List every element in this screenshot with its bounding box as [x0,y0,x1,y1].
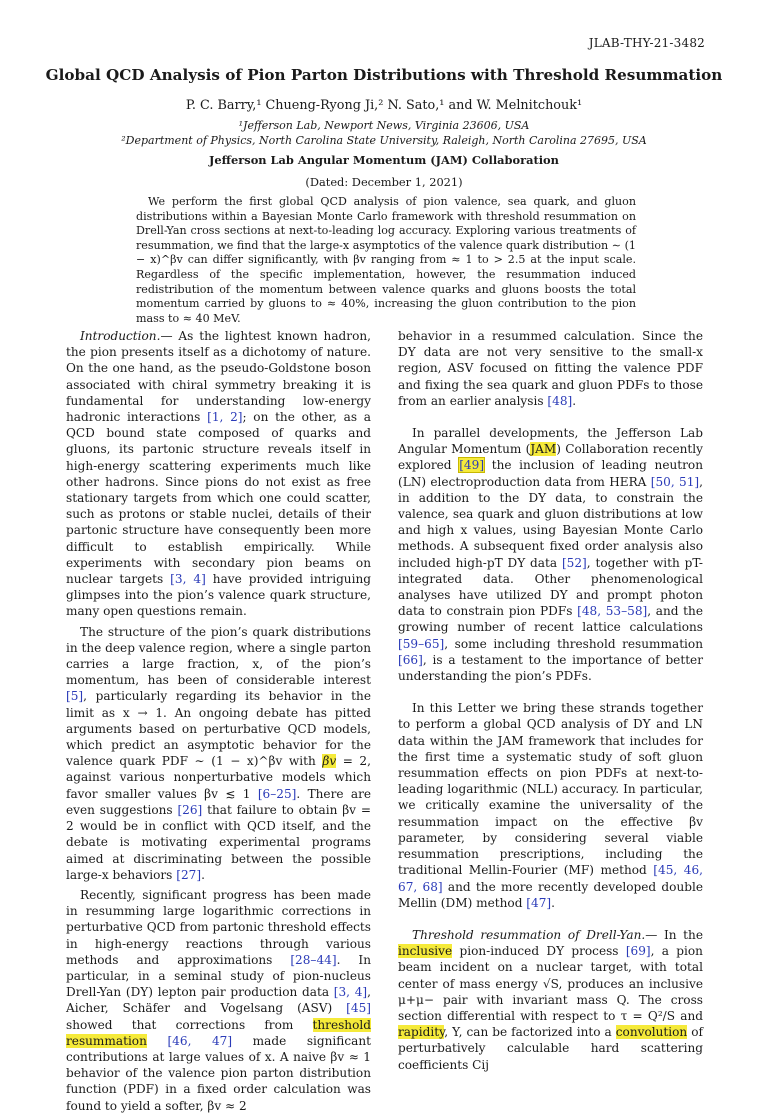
text-span: pion-induced DY process [452,944,626,959]
text-span: the inclusion of leading neutron (LN) electroproduction data from HERA [398,458,703,489]
citation-link[interactable]: [49] [459,458,485,473]
text-span: , Aicher, Schäfer and Vogelsang (ASV) [66,985,372,1016]
citation-link[interactable]: [47] [526,895,552,910]
left-column [66,328,371,1114]
collaboration: Jefferson Lab Angular Momentum (JAM) Collaboration [209,153,559,167]
highlight-annotation[interactable]: βv [322,754,337,769]
text-span: . [201,867,205,882]
affiliation-1: ¹Jefferson Lab, Newport News, Virginia 23606, USA [238,119,530,132]
paragraph-continued [398,328,703,409]
text-span: — In the [645,927,703,942]
text-span: , particularly regarding its behavior in the limit as x → 1. An ongoing debate has pitted arguments based on perturbative QCD models, which predict an asymptotic behavior for the valence quark PDF ∼ (1 − x)^βv with [66,689,371,769]
citation-link[interactable]: [6–25] [257,786,297,801]
text-span: . In particular, in a seminal study of pion-nucleus Drell-Yan (DY) lepton pair production data [66,952,371,1000]
highlight-annotation[interactable]: JAM [530,442,557,457]
author-list: P. C. Barry,¹ Chueng-Ryong Ji,² N. Sato,¹ and W. Melnitchouk¹ [185,98,583,113]
paragraph-parallel-developments [398,425,703,684]
text-span: = 2, against various nonperturbative models which favor smaller values βv ≲ 1 [66,754,371,801]
text-span: ) Collaboration recently explored [398,442,703,473]
text-span: showed that corrections from [66,1017,313,1032]
text-span: , in addition to the DY data, to constrain the valence, sea quark and gluon distributions at low and high x values, using Bayesian Monte Carlo methods. A subsequent fixed order analysis also included high-pT DY data [398,474,704,570]
text-span: , some including threshold resummation [444,636,703,651]
citation-link[interactable]: [66] [398,652,423,667]
text-span: ; on the other, as a QCD bound state composed of quarks and gluons, its partonic structure reveals itself in high-energy scattering experiments much like other hadrons. Since pions do not exist as free stationary targets from which one could scatter, such as protons or stable nuclei, details of their partonic structure have consequently been more difficult to establish empirically. While experiments with secondary pion beams on nuclear targets [66,410,372,587]
date-line: (Dated: December 1, 2021) [305,175,463,189]
right-column [398,328,703,1073]
citation-link[interactable]: [69] [625,944,651,959]
text-span: . [572,393,577,408]
paragraph-introduction [66,328,371,620]
text-span: The structure of the pion’s quark distributions in the deep valence region, where a single parton carries a large fraction, x, of the pion’s momentum, has been of considerable interest [66,624,372,688]
paragraph-resummation-progress [66,887,371,1114]
text-span: made significant contributions at large values of x. A naive βv ≈ 1 behavior of the valence pion parton distribution function (PDF) in a fixed order calculation was found to yield a softer, βv ≈ 2 [66,1033,371,1113]
citation-link[interactable]: [28–44] [290,952,337,967]
paragraph-this-letter [398,700,703,911]
highlight-annotation[interactable]: convolution [615,1025,688,1040]
citation-link[interactable]: [46, 47] [167,1033,233,1048]
citation-link[interactable]: [48, 53–58] [577,604,648,619]
text-span: that failure to obtain βv = 2 would be in conflict with QCD itself, and the debate is motivating experimental programs aimed at discriminating between the possible large-x behaviors [66,802,371,882]
citation-link[interactable]: [48] [547,393,573,408]
highlight-annotation[interactable]: rapidity [398,1025,445,1040]
text-span: of perturbatively calculable hard scattering coefficients Cij [398,1025,703,1072]
citation-link[interactable]: [59–65] [398,636,445,651]
citation-link[interactable]: [52] [561,555,587,570]
section-heading: Introduction. [80,329,161,343]
citation-link[interactable]: [27] [176,867,202,882]
paper-title: Global QCD Analysis of Pion Parton Distributions with Threshold Resummation [45,66,723,84]
affiliation-2: ²Department of Physics, North Carolina State University, Raleigh, North Carolina 27695, USA [121,134,647,147]
text-span: — As the lightest known hadron, the pion presents itself as a dichotomy of nature. On the one hand, as the pseudo-Goldstone boson associated with chiral symmetry breaking it is fundamental for understanding low-energy hadronic interactions [66,329,371,425]
highlight-annotation[interactable]: threshold resummation [66,1017,371,1048]
text-span: , a pion beam incident on a nuclear target, with total center of mass energy √S, produces an inclusive μ+μ− pair with invariant mass Q. The cross section differential with respect to τ = Q²/S and [398,944,703,1023]
abstract: We perform the first global QCD analysis of pion valence, sea quark, and gluon distributions within a Bayesian Monte Carlo framework with threshold resummation on Drell-Yan cross sections at next-to-leading log accuracy. Exploring various treatments of resummation, we find that the large-x asymptotics of the valence quark distribution ∼ (1 − x)^βv can differ significantly, with βv ranging from ≈ 1 to > 2.5 at the input scale. Regardless of the specific implementation, however, the resummation induced redistribution of the momentum between valence quarks and gluons boosts the total momentum carried by gluons to ≈ 40%, increasing the gluon contribution to the pion mass to ≈ 40 MeV. [136,195,636,325]
report-number: JLAB-THY-21-3482 [588,36,705,50]
citation-link[interactable]: [45] [346,1001,371,1016]
text-span: and the more recently developed double Mellin (DM) method [398,879,703,910]
text-span: , and the growing number of recent lattice calculations [398,604,703,635]
text-span: . [551,895,555,910]
text-span: . There are even suggestions [66,786,372,817]
text-span: , is a testament to the importance of better understanding the pion’s PDFs. [398,652,703,684]
text-span: , together with pT-integrated data. Other phenomenological analyses have utilized DY and prompt photon data to constrain pion PDFs [398,555,703,619]
text-span: Recently, significant progress has been made in resumming large logarithmic corrections in perturbative QCD from partonic threshold effects in high-energy reactions through various methods and approximations [66,887,371,967]
text-span: , Y, can be factorized into a [444,1025,616,1040]
text-span [147,1034,168,1048]
paragraph-threshold-resummation [398,927,703,1073]
paragraph-quark-structure [66,624,371,883]
citation-link[interactable]: [3, 4] [170,572,206,587]
text-span: In this Letter we bring these strands together to perform a global QCD analysis of DY and LN data within the JAM framework that includes for the first time a systematic study of soft gluon resummation effects on pion PDFs at next-to-leading logarithmic (NLL) accuracy. In particular, we critically examine the universality of the resummation impact on the effective βv parameter, by considering several viable resummation prescriptions, including the traditional Mellin-Fourier (MF) method [398,701,703,878]
section-heading: Threshold resummation of Drell-Yan. [412,927,646,942]
citation-link[interactable]: [50, 51] [650,474,700,489]
text-span: have provided intriguing glimpses into the pion’s valence quark structure, many open questions remain. [66,572,371,619]
citation-link[interactable]: [5] [66,689,84,704]
citation-link[interactable]: [45, 46, 67, 68] [398,863,703,894]
text-span: behavior in a resummed calculation. Since the DY data are not very sensitive to the small-x region, ASV focused on fitting the valence PDF and fixing the sea quark and gluon PDFs to those from an earlier analysis [398,329,703,408]
citation-link[interactable]: [26] [177,802,203,817]
highlight-annotation[interactable]: inclusive [398,944,453,959]
citation-link[interactable]: [3, 4] [333,985,368,1000]
text-span: In parallel developments, the Jefferson Lab Angular Momentum ( [398,426,703,457]
citation-link[interactable]: [1, 2] [207,410,243,425]
